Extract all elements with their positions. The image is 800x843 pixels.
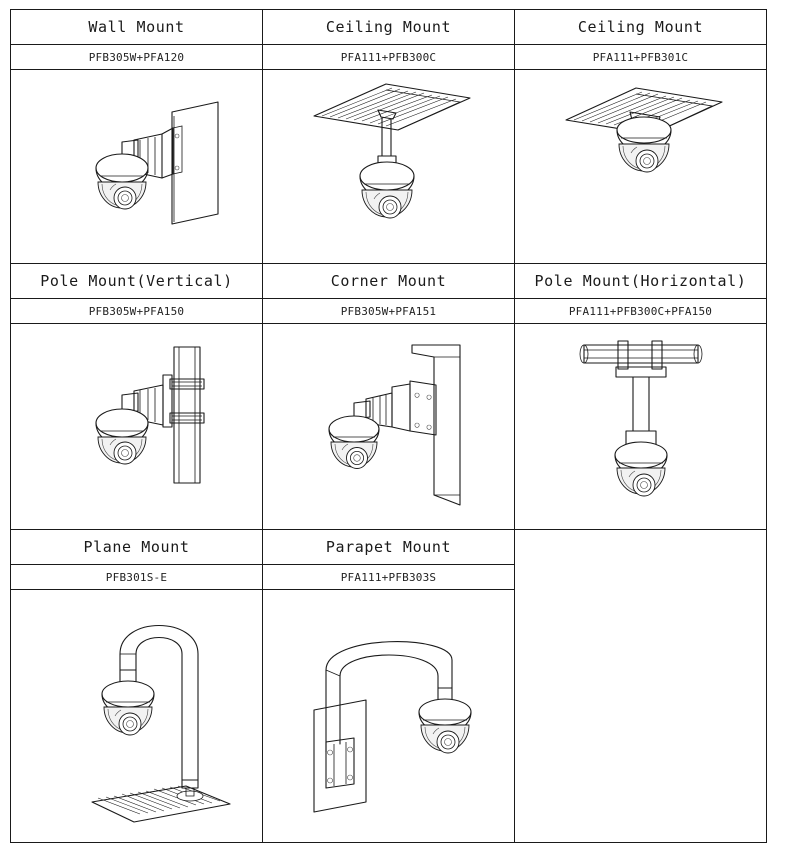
mount-title: Corner Mount [330, 272, 447, 290]
table-row [11, 70, 767, 264]
mount-title-cell [11, 264, 263, 299]
mount-code-cell [515, 299, 767, 324]
mount-code: PFB301S-E [105, 570, 168, 584]
mount-code: PFA111+PFB300C [340, 50, 437, 64]
ceiling-mount-flush-figure [526, 72, 756, 262]
mount-title: Ceiling Mount [577, 18, 704, 36]
mount-code: PFA111+PFB301C [592, 50, 689, 64]
table-row [11, 264, 767, 299]
ceiling-mount-pendant-figure [274, 72, 504, 262]
mount-title-cell [11, 530, 263, 565]
mount-title: Ceiling Mount [325, 18, 452, 36]
mount-title: Parapet Mount [325, 538, 452, 556]
wall-mount-figure [22, 72, 252, 262]
corner-mount-figure [274, 327, 504, 527]
mount-title-cell [263, 530, 515, 565]
mount-title: Pole Mount(Horizontal) [534, 272, 747, 290]
empty-cell [515, 530, 767, 843]
table-row [11, 299, 767, 324]
table-row [11, 10, 767, 45]
table-row [11, 45, 767, 70]
mount-title-cell [515, 10, 767, 45]
mount-figure-cell [263, 324, 515, 530]
mount-figure-cell [263, 70, 515, 264]
plane-mount-figure [22, 592, 252, 840]
mount-options-table [10, 9, 767, 843]
table-row [11, 530, 767, 565]
mount-code-cell [263, 45, 515, 70]
table-row [11, 324, 767, 530]
mount-code: PFA111+PFB300C+PFA150 [568, 304, 713, 318]
mount-title: Wall Mount [88, 18, 185, 36]
mount-figure-cell [11, 590, 263, 843]
pole-mount-vertical-figure [22, 327, 252, 527]
mount-figure-cell [515, 324, 767, 530]
parapet-mount-figure [274, 592, 504, 840]
mount-code-cell [515, 45, 767, 70]
mount-code: PFB305W+PFA151 [340, 304, 437, 318]
mount-title-cell [515, 264, 767, 299]
mount-code-cell [263, 565, 515, 590]
mount-title: Pole Mount(Vertical) [40, 272, 233, 290]
mount-code-cell [11, 45, 263, 70]
mount-figure-cell [11, 70, 263, 264]
mount-code-cell [11, 565, 263, 590]
mount-title-cell [263, 264, 515, 299]
mount-figure-cell [263, 590, 515, 843]
mount-figure-cell [515, 70, 767, 264]
mount-title-cell [11, 10, 263, 45]
mount-code: PFB305W+PFA120 [88, 50, 185, 64]
mounting-accessories-sheet [0, 9, 800, 834]
mount-title: Plane Mount [83, 538, 190, 556]
mount-title-cell [263, 10, 515, 45]
mount-code: PFA111+PFB303S [340, 570, 437, 584]
mount-code-cell [11, 299, 263, 324]
mount-figure-cell [11, 324, 263, 530]
mount-code-cell [263, 299, 515, 324]
pole-mount-horizontal-figure [526, 327, 756, 527]
mount-code: PFB305W+PFA150 [88, 304, 185, 318]
